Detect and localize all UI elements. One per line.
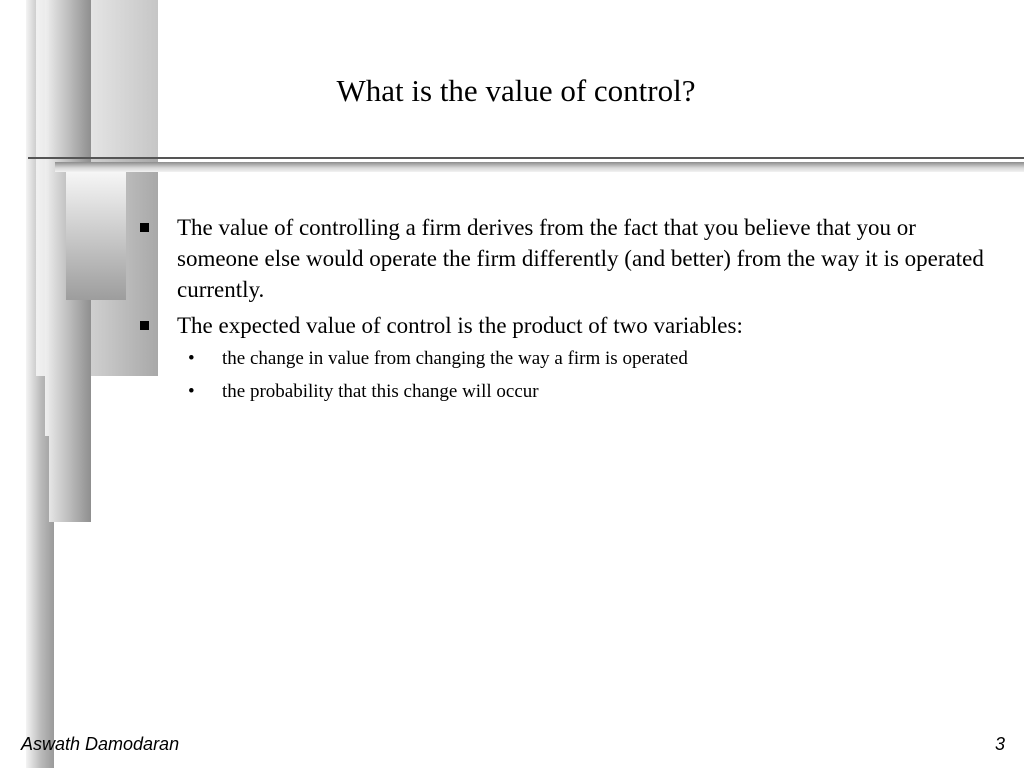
- dot-bullet-icon: •: [188, 348, 195, 369]
- square-bullet-icon: [140, 321, 149, 330]
- title-divider: [28, 157, 1024, 159]
- decorative-bar: [66, 172, 126, 300]
- title-divider-shadow: [55, 162, 1024, 172]
- bullet-text: The expected value of control is the product of two variables:: [177, 313, 743, 338]
- sub-bullet-text: the probability that this change will occur: [222, 381, 539, 402]
- decorative-bar: [80, 0, 158, 158]
- sub-bullet-text: the change in value from changing the way a firm is operated: [222, 348, 688, 369]
- sub-bullet-item: [138, 379, 998, 405]
- square-bullet-icon: [140, 223, 149, 232]
- slide-title: What is the value of control?: [336, 73, 696, 108]
- bullet-text: The value of controlling a firm derives from the fact that you believe that you or someone else would operate the firm differently (and better) from the way it is operated currently.: [177, 215, 984, 302]
- sub-bullet-item: [138, 346, 998, 372]
- slide-body: [138, 212, 998, 412]
- dot-bullet-icon: •: [188, 381, 195, 402]
- page-number: 3: [994, 734, 1005, 754]
- footer-author: Aswath Damodaran: [21, 734, 180, 754]
- bullet-item: [138, 212, 998, 305]
- bullet-item: [138, 310, 998, 341]
